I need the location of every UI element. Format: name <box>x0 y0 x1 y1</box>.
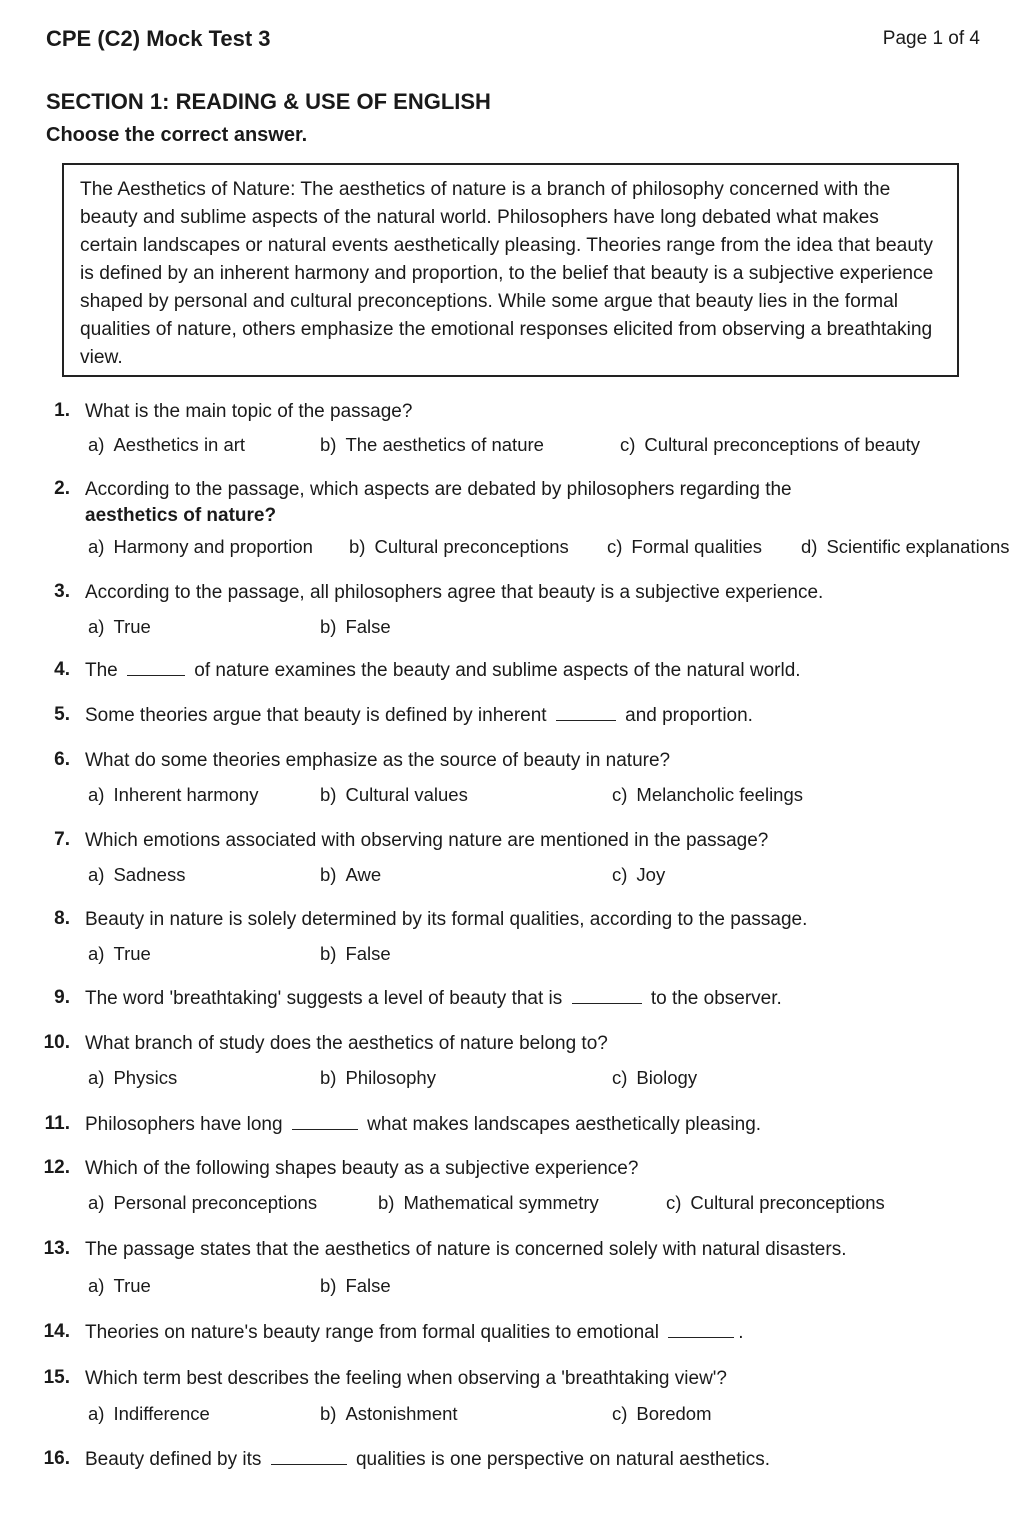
answer-option[interactable] <box>607 536 762 558</box>
page-number: Page 1 of 4 <box>882 28 980 49</box>
answer-option[interactable] <box>320 1403 458 1425</box>
question-text: According to the passage, all philosophers agree that beauty is a subjective experience. <box>85 582 824 603</box>
question-number: 15. <box>43 1367 70 1388</box>
question-number: 9. <box>54 987 70 1008</box>
answer-option[interactable] <box>88 1275 151 1297</box>
question-text: Beauty defined by its qualities is one perspective on natural aesthetics. <box>85 1449 770 1470</box>
question-number: 4. <box>54 659 70 680</box>
option-letter: a) <box>88 1067 105 1088</box>
option-text: Cultural preconceptions <box>374 536 569 557</box>
answer-option[interactable] <box>88 1067 177 1089</box>
option-letter: a) <box>88 434 105 455</box>
option-text: False <box>345 943 391 964</box>
option-letter: c) <box>620 434 636 455</box>
option-letter: b) <box>320 616 337 637</box>
answer-blank[interactable] <box>271 1463 347 1465</box>
option-text: True <box>113 616 151 637</box>
option-text: Cultural preconceptions <box>690 1192 885 1213</box>
question-text: What do some theories emphasize as the source of beauty in nature? <box>85 750 671 771</box>
option-letter: b) <box>320 1275 337 1296</box>
answer-option[interactable] <box>88 616 151 638</box>
answer-option[interactable] <box>666 1192 885 1214</box>
option-text: Cultural values <box>345 784 468 805</box>
answer-option[interactable] <box>88 943 151 965</box>
answer-option[interactable] <box>88 784 258 806</box>
answer-blank[interactable] <box>556 719 616 721</box>
answer-blank[interactable] <box>292 1128 358 1130</box>
option-letter: b) <box>320 943 337 964</box>
option-letter: a) <box>88 784 105 805</box>
option-text: Awe <box>345 864 382 885</box>
answer-option[interactable] <box>320 1275 391 1297</box>
answer-option[interactable] <box>320 943 391 965</box>
option-text: Sadness <box>113 864 186 885</box>
answer-option[interactable] <box>320 1067 436 1089</box>
answer-option[interactable] <box>320 864 381 886</box>
option-text: Philosophy <box>345 1067 436 1088</box>
question-number: 12. <box>43 1157 70 1178</box>
answer-option[interactable] <box>88 1192 317 1214</box>
option-letter: a) <box>88 536 105 557</box>
answer-option[interactable] <box>320 784 468 806</box>
answer-blank[interactable] <box>668 1336 734 1338</box>
question-text: The of nature examines the beauty and sublime aspects of the natural world. <box>85 660 801 681</box>
option-text: Personal preconceptions <box>113 1192 318 1213</box>
option-text: Melancholic feelings <box>636 784 804 805</box>
answer-blank[interactable] <box>127 674 185 676</box>
option-letter: d) <box>801 536 818 557</box>
answer-option[interactable] <box>88 1403 210 1425</box>
option-text: Aesthetics in art <box>113 434 246 455</box>
option-letter: c) <box>612 864 628 885</box>
document-title: CPE (C2) Mock Test 3 <box>46 26 271 51</box>
answer-option[interactable] <box>612 1403 712 1425</box>
question-number: 8. <box>54 908 70 929</box>
option-text: True <box>113 943 151 964</box>
question-number: 5. <box>54 704 70 725</box>
option-letter: b) <box>378 1192 395 1213</box>
option-letter: b) <box>349 536 366 557</box>
question-text: Which emotions associated with observing nature are mentioned in the passage? <box>85 830 769 851</box>
option-text: Physics <box>113 1067 178 1088</box>
reading-passage: The Aesthetics of Nature: The aesthetics of nature is a branch of philosophy concerned with the beauty and sublime aspects of the natural world. Philosophers have long debated what makes certain landscapes or natural events aesthetically pleasing. Theories range from the idea that beauty is defined by an inherent harmony and proportion, to the belief that beauty is a subjective experience shaped by personal and cultural preconceptions. While some argue that beauty lies in the formal qualities of nature, others emphasize the emotional responses elicited from observing a breathtaking view. <box>62 163 959 377</box>
section-title: SECTION 1: READING & USE OF ENGLISH <box>46 89 491 114</box>
question-text: Beauty in nature is solely determined by its formal qualities, according to the passage. <box>85 909 808 930</box>
question-number: 2. <box>54 478 70 499</box>
question-text: Philosophers have long what makes landscapes aesthetically pleasing. <box>85 1114 762 1135</box>
option-letter: b) <box>320 434 337 455</box>
option-text: True <box>113 1275 151 1296</box>
question-number: 1. <box>54 400 70 421</box>
question-text: Which term best describes the feeling when observing a 'breathtaking view'? <box>85 1368 727 1389</box>
option-text: Scientific explanations <box>826 536 1010 557</box>
option-text: Indifference <box>113 1403 210 1424</box>
option-letter: a) <box>88 864 105 885</box>
option-letter: a) <box>88 616 105 637</box>
option-letter: b) <box>320 1067 337 1088</box>
option-text: Formal qualities <box>631 536 762 557</box>
question-text: The word 'breathtaking' suggests a level of beauty that is to the observer. <box>85 988 782 1009</box>
answer-option[interactable] <box>612 864 665 886</box>
question-number: 16. <box>43 1448 70 1469</box>
option-text: The aesthetics of nature <box>345 434 544 455</box>
question-number: 11. <box>44 1113 70 1134</box>
question-text: Which of the following shapes beauty as a subjective experience? <box>85 1158 639 1179</box>
option-text: False <box>345 1275 391 1296</box>
instruction: Choose the correct answer. <box>46 124 308 146</box>
question-text: Theories on nature's beauty range from formal qualities to emotional . <box>85 1322 744 1343</box>
question-text: What is the main topic of the passage? <box>85 401 413 422</box>
answer-option[interactable] <box>88 434 245 456</box>
answer-option[interactable] <box>612 784 803 806</box>
question-number: 6. <box>54 749 70 770</box>
option-text: Boredom <box>636 1403 712 1424</box>
option-text: Cultural preconceptions of beauty <box>644 434 921 455</box>
option-text: Harmony and proportion <box>113 536 313 557</box>
option-letter: a) <box>88 1275 105 1296</box>
answer-option[interactable] <box>801 536 1010 558</box>
option-letter: a) <box>88 943 105 964</box>
answer-option[interactable] <box>349 536 569 558</box>
option-letter: c) <box>612 1403 628 1424</box>
option-text: Joy <box>636 864 666 885</box>
answer-option[interactable] <box>88 536 313 558</box>
question-text: What branch of study does the aesthetics of nature belong to? <box>85 1033 608 1054</box>
option-letter: c) <box>666 1192 682 1213</box>
question-number: 7. <box>54 829 70 850</box>
option-letter: c) <box>607 536 623 557</box>
option-text: Inherent harmony <box>113 784 259 805</box>
option-letter: b) <box>320 1403 337 1424</box>
question-number: 14. <box>43 1321 70 1342</box>
question-text: The passage states that the aesthetics of nature is concerned solely with natural disasters. <box>85 1239 847 1260</box>
question-number: 3. <box>54 581 70 602</box>
question-text: Some theories argue that beauty is defined by inherent and proportion. <box>85 705 753 726</box>
question-number: 10. <box>43 1032 70 1053</box>
option-letter: c) <box>612 1067 628 1088</box>
option-text: Biology <box>636 1067 698 1088</box>
answer-blank[interactable] <box>572 1002 642 1004</box>
question-number: 13. <box>43 1238 70 1259</box>
answer-option[interactable] <box>320 434 544 456</box>
answer-option[interactable] <box>320 616 391 638</box>
answer-option[interactable] <box>378 1192 599 1214</box>
option-letter: b) <box>320 784 337 805</box>
option-text: False <box>345 616 391 637</box>
option-text: Mathematical symmetry <box>403 1192 599 1213</box>
answer-option[interactable] <box>88 864 185 886</box>
answer-option[interactable] <box>612 1067 697 1089</box>
option-letter: c) <box>612 784 628 805</box>
answer-option[interactable] <box>620 434 920 456</box>
option-letter: a) <box>88 1192 105 1213</box>
question-text: According to the passage, which aspects are debated by philosophers regarding the aesthetics of nature? <box>85 479 792 526</box>
option-text: Astonishment <box>345 1403 458 1424</box>
option-letter: a) <box>88 1403 105 1424</box>
option-letter: b) <box>320 864 337 885</box>
